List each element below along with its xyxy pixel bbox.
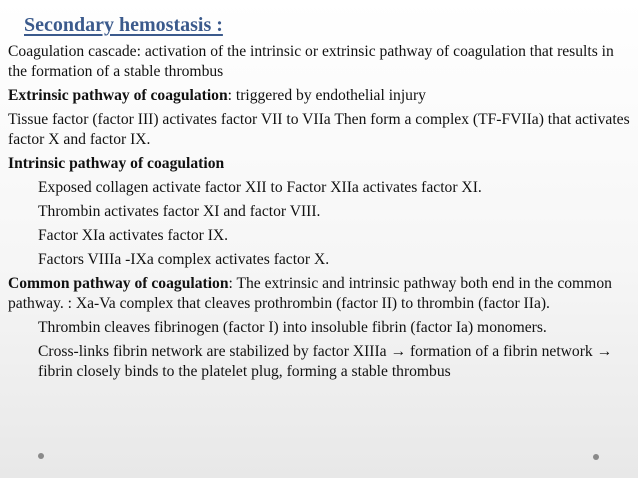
- extrinsic-pathway-text: : triggered by endothelial injury: [227, 87, 426, 104]
- slide-title: Secondary hemostasis :: [24, 14, 223, 36]
- slide-body: [8, 42, 634, 382]
- extrinsic-pathway-heading: Extrinsic pathway of coagulation: [8, 87, 228, 104]
- paragraph-coagulation-cascade: Coagulation cascade: activation of the intrinsic or extrinsic pathway of coagulation that results in the formation of a stable thrombus: [8, 43, 614, 80]
- paragraph-extrinsic-pathway: [8, 86, 634, 106]
- paragraph-cross-links: Cross-links fibrin network are stabilized by factor XIIIa → formation of a fibrin network → fibrin closely binds to the platelet plug, forming a stable thrombus: [38, 343, 613, 380]
- paragraph-intrinsic-pathway: [8, 154, 634, 174]
- decorative-dot-right: [593, 454, 599, 460]
- paragraph-factor-xia: Factor XIa activates factor IX.: [38, 227, 229, 244]
- intrinsic-pathway-heading: Intrinsic pathway of coagulation: [8, 155, 225, 172]
- paragraph-thrombin-cleaves: Thrombin cleaves fibrinogen (factor I) into insoluble fibrin (factor Ia) monomers.: [38, 319, 547, 336]
- paragraph-common-pathway: [8, 274, 634, 314]
- paragraph-exposed-collagen: Exposed collagen activate factor XII to Factor XIIa activates factor XI.: [38, 179, 482, 196]
- common-pathway-heading: Common pathway of coagulation: [8, 275, 229, 292]
- paragraph-factors-viiia-ixa: Factors VIIIa -IXa complex activates factor X.: [38, 251, 330, 268]
- paragraph-thrombin-activates: Thrombin activates factor XI and factor VIII.: [38, 203, 321, 220]
- paragraph-tissue-factor: Tissue factor (factor III) activates factor VII to VIIa Then form a complex (TF-FVIIa) that activates factor X and factor IX.: [8, 111, 630, 148]
- decorative-dot-left: [38, 453, 44, 459]
- common-pathway-text: : The extrinsic and intrinsic pathway both end in the common pathway. : Xa-Va complex that cleaves prothrombin (factor II) to thrombin (factor IIa).: [8, 275, 612, 312]
